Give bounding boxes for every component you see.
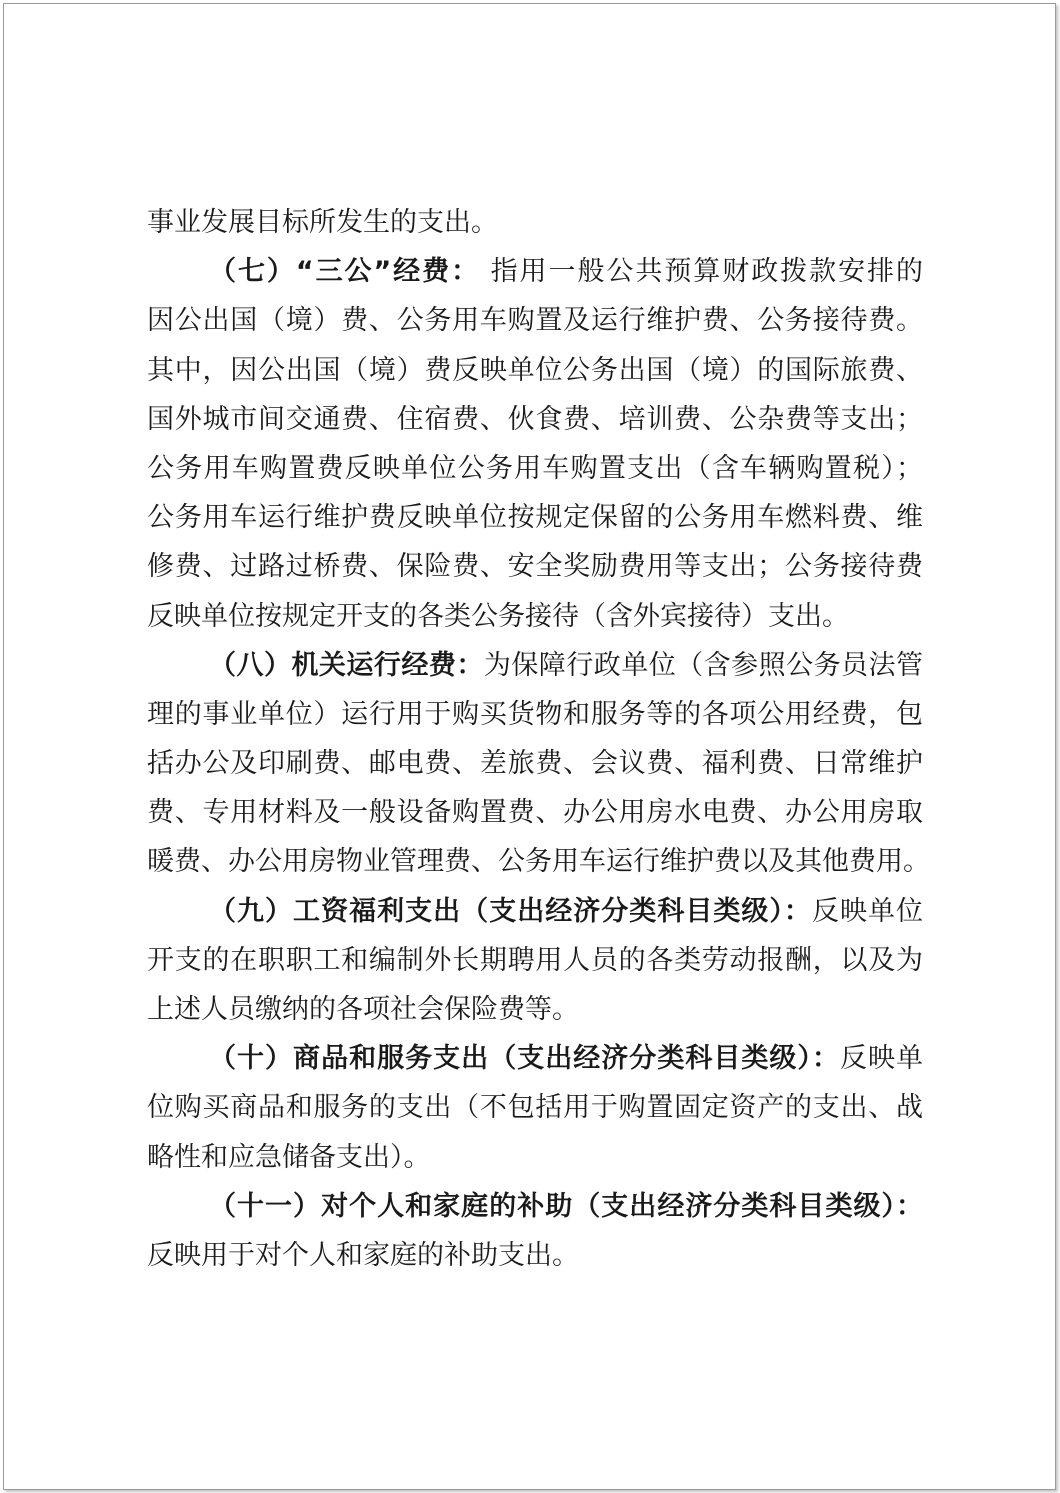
line-text: 费、专用材料及一般设备购置费、办公用房水电费、办公用房取 xyxy=(147,797,923,829)
text-line xyxy=(147,493,923,542)
text-line xyxy=(147,936,923,985)
text-line xyxy=(147,198,923,247)
text-line xyxy=(147,395,923,444)
line-text: 反映单位 xyxy=(811,895,924,927)
line-text: 开支的在职职工和编制外长期聘用人员的各类劳动报酬，以及为 xyxy=(147,944,923,976)
section-7-heading-line xyxy=(147,247,923,296)
line-text: 反映单 xyxy=(839,1043,924,1075)
line-text: 国外城市间交通费、住宿费、伙食费、培训费、公杂费等支出； xyxy=(147,403,923,435)
section-8-heading-line xyxy=(147,641,923,690)
text-line xyxy=(147,739,923,788)
section-heading: （十一）对个人和家庭的补助（支出经济分类科目类级）： xyxy=(209,1190,923,1222)
text-line xyxy=(147,690,923,739)
line-text: 因公出国（境）费、公务用车购置及运行维护费、公务接待费。 xyxy=(147,305,923,337)
section-heading: （七）“三公”经费： xyxy=(209,256,481,288)
section-11-heading-line xyxy=(147,1182,923,1231)
line-text: 暖费、办公用房物业管理费、公务用车运行维护费以及其他费用。 xyxy=(147,846,930,878)
document-body xyxy=(147,198,930,1280)
line-text: 上述人员缴纳的各项社会保险费等。 xyxy=(147,994,579,1025)
text-line xyxy=(147,1231,923,1280)
section-heading: （八）机关运行经费： xyxy=(209,649,484,681)
line-text: 公务用车购置费反映单位公务用车购置支出（含车辆购置税）； xyxy=(147,452,923,484)
line-text: 为保障行政单位（含参照公务员法管 xyxy=(483,649,924,681)
line-text: 位购买商品和服务的支出（不包括用于购置固定资产的支出、战 xyxy=(147,1092,923,1124)
text-line xyxy=(147,788,923,837)
line-text: 其中，因公出国（境）费反映单位公务出国（境）的国际旅费、 xyxy=(147,354,923,386)
text-line xyxy=(147,346,923,395)
text-line xyxy=(147,592,923,641)
line-text: 略性和应急储备支出）。 xyxy=(147,1141,431,1173)
text-line xyxy=(147,1083,923,1132)
section-10-heading-line xyxy=(147,1034,923,1083)
line-text: 理的事业单位）运行用于购买货物和服务等的各项公用经费，包 xyxy=(147,698,923,730)
line-text: 反映单位按规定开支的各类公务接待（含外宾接待）支出。 xyxy=(147,600,849,632)
line-text: 指用一般公共预算财政拨款安排的 xyxy=(480,256,923,288)
text-line xyxy=(147,296,923,345)
text-line xyxy=(147,1133,923,1182)
text-line xyxy=(147,444,923,493)
text-line xyxy=(147,837,930,886)
section-heading: （十）商品和服务支出（支出经济分类科目类级）： xyxy=(209,1043,840,1075)
section-9-heading-line xyxy=(147,887,923,936)
text-line xyxy=(147,542,923,591)
line-text: 事业发展目标所发生的支出。 xyxy=(147,207,498,238)
text-line xyxy=(147,985,923,1034)
line-text: 公务用车运行维护费反映单位按规定保留的公务用车燃料费、维 xyxy=(147,502,923,534)
line-text: 反映用于对个人和家庭的补助支出。 xyxy=(147,1239,579,1271)
section-heading: （九）工资福利支出（支出经济分类科目类级）： xyxy=(209,895,812,927)
line-text: 括办公及印刷费、邮电费、差旅费、会议费、福利费、日常维护 xyxy=(147,748,923,780)
document-page xyxy=(3,3,1056,1490)
line-text: 修费、过路过桥费、保险费、安全奖励费用等支出；公务接待费 xyxy=(147,551,923,583)
